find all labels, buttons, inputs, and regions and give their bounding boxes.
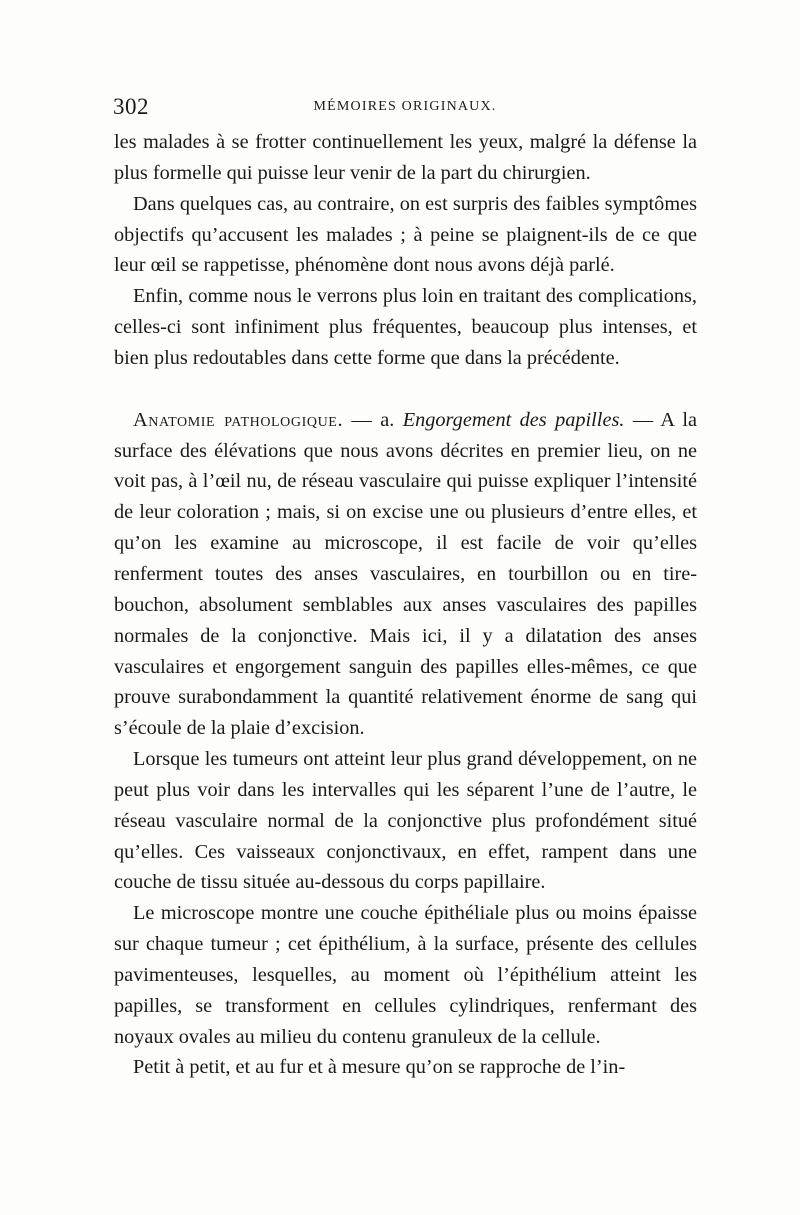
subsection-heading: Engorgement des papilles. bbox=[402, 408, 625, 431]
paragraph-pathological-anatomy bbox=[114, 405, 697, 744]
heading-separator: — a. bbox=[343, 408, 403, 431]
page-header bbox=[113, 94, 697, 124]
section-gap bbox=[114, 374, 697, 405]
paragraph-tumors: Lorsque les tumeurs ont atteint leur plus grand développement, on ne peut plus voir dans les intervalles qui les séparent l’une de l’autre, le réseau vasculaire normal de la conjonctive plus profondément situé qu’elles. Ces vaisseaux conjonctivaux, en effet, rampent dans une couche de tissu située au-dessous du corps papillaire. bbox=[114, 748, 697, 894]
paragraph-microscope: Le microscope montre une couche épithéliale plus ou moins épaisse sur chaque tumeur ; cet épithélium, à la surface, présente des cellules pavimenteuses, lesquelles, au moment où l’épithélium atteint les papilles, se transforment en cellules cylindriques, renfermant des noyaux ovales au milieu du contenu granuleux de la cellule. bbox=[114, 902, 697, 1048]
body-text bbox=[114, 127, 697, 1083]
page-number: 302 bbox=[113, 94, 149, 119]
paragraph-complications: Enfin, comme nous le verrons plus loin en traitant des complications, celles-ci sont infiniment plus fréquentes, beaucoup plus intenses, et bien plus redoutables dans cette forme que dans la précédente. bbox=[114, 285, 697, 369]
paragraph-objective-symptoms: Dans quelques cas, au contraire, on est surpris des faibles symptômes objectifs qu’accusent les malades ; à peine se plaignent-ils de ce que leur œil se rappetisse, phénomène dont nous avons déjà parlé. bbox=[114, 192, 697, 277]
paragraph-final-line: Petit à petit, et au fur et à mesure qu’on se rapproche de l’in- bbox=[133, 1056, 626, 1079]
section-heading: Anatomie pathologique. bbox=[133, 408, 344, 431]
paragraph-continuation: les malades à se frotter continuellement les yeux, malgré la défense la plus formelle qui puisse leur venir de la part du chirurgien. bbox=[114, 131, 697, 184]
paragraph-text: — A la surface des élévations que nous avons décrites en premier lieu, on ne voit pas, à l’œil nu, de réseau vasculaire qui puisse expliquer l’intensité de leur coloration ; mais, si on excise une ou plusieurs d’entre elles, et qu’on les examine au microscope, il est facile de voir qu’elles renferment toutes des anses vasculaires, en tourbillon ou en tire-bouchon, absolument semblables aux anses vasculaires des papilles normales de la conjonctive. Mais ici, il y a dilatation des anses vasculaires et engorgement sanguin des papilles elles-mêmes, ce que prouve surabondamment la quantité relativement énorme de sang qui s’écoule de la plaie d’excision. bbox=[114, 408, 697, 740]
running-head: MÉMOIRES ORIGINAUX. bbox=[313, 99, 497, 114]
